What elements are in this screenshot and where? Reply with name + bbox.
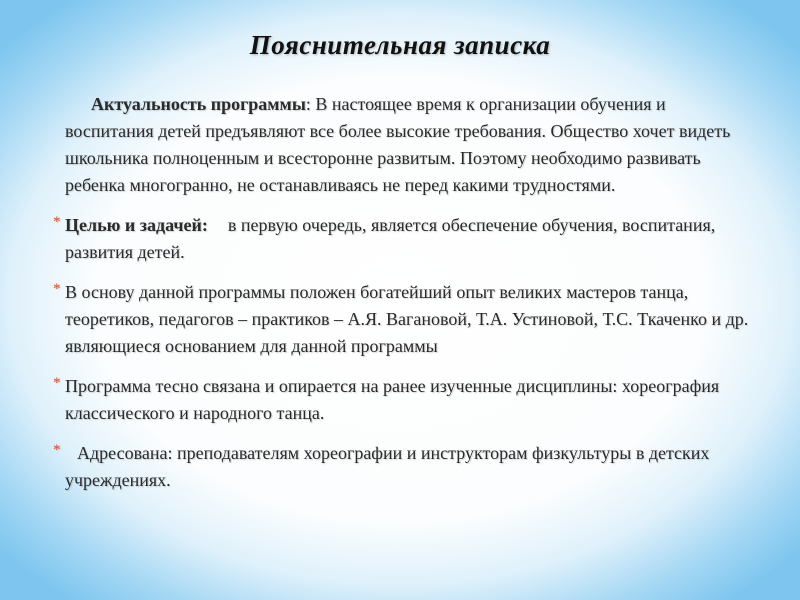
bullet-star-icon: * bbox=[53, 281, 61, 297]
paragraph-text: в первую очередь, является обеспечение обучения, воспитания, развития детей. bbox=[65, 215, 716, 262]
paragraph-lead: Целью и задачей: bbox=[65, 215, 208, 235]
paragraph-relevance bbox=[53, 91, 753, 199]
paragraph-text: Адресована: преподавателям хореографии и инструкторам физкультуры в детских учреждениях. bbox=[65, 443, 710, 490]
paragraph-text: В основу данной программы положен богатейший опыт великих мастеров танца, теоретиков, педагогов – практиков – А.Я. Вагановой, Т.А. Устиновой, Т.С. Ткаченко и др. являющиеся основанием для данной программы bbox=[65, 282, 749, 356]
bullet-star-icon: * bbox=[53, 375, 61, 391]
bullet-audience bbox=[53, 437, 753, 494]
bullet-star-icon: * bbox=[53, 442, 61, 458]
bullet-goal bbox=[53, 209, 753, 266]
bullet-related bbox=[53, 370, 753, 427]
paragraph-text: : В настоящее время к организации обучения и воспитания детей предъявляют все более высокие требования. Общество хочет видеть школьника полноценным и всесторонне развитым. Поэтому необходимо развивать ребенка многогранно, не останавливаясь не перед какими трудностями. bbox=[65, 94, 731, 195]
bullet-basis bbox=[53, 276, 753, 360]
slide-title: Пояснительная записка bbox=[249, 30, 551, 60]
slide-body bbox=[53, 91, 753, 504]
paragraph-text: Программа тесно связана и опирается на ранее изученные дисциплины: хореография классического и народного танца. bbox=[65, 376, 720, 423]
paragraph-lead: Актуальность программы bbox=[91, 94, 306, 114]
bullet-star-icon: * bbox=[53, 214, 61, 230]
